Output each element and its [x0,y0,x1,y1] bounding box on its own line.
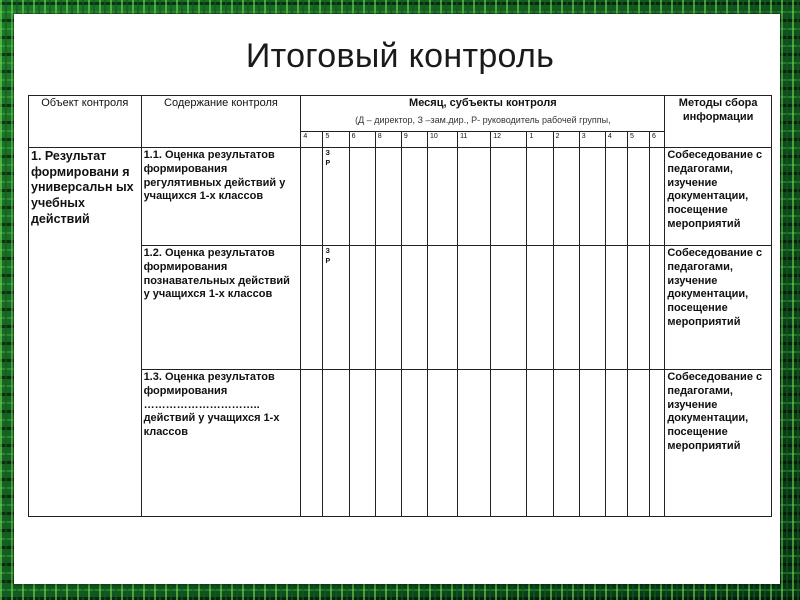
method-cell [665,246,772,370]
method-text: посещение мероприятий [667,426,741,452]
month-cell: 11 [458,132,491,148]
month-cell: 4 [301,132,323,148]
month-slot [491,370,527,517]
month-slot [579,246,605,370]
control-table [28,95,772,517]
month-cell: 6 [650,132,665,148]
month-cell: 4 [605,132,627,148]
month-slot [627,246,649,370]
month-slot [375,246,401,370]
method-text: посещение мероприятий [667,204,741,230]
month-slot [301,148,323,246]
month-slot [627,148,649,246]
month-cell: 9 [401,132,427,148]
content-cell: 1.1. Оценка результатов формирования регулятивных действий у учащихся 1-х классов [141,148,301,246]
header-months-note: (Д – директор, З –зам.дир., Р- руководитель рабочей группы, [355,114,611,125]
month-slot [301,246,323,370]
month-slot [349,148,375,246]
month-cell: 6 [349,132,375,148]
month-cell: 2 [553,132,579,148]
month-slot [579,370,605,517]
method-text: Собеседование с педагогами, изучение документации, [667,149,763,203]
month-slot [605,370,627,517]
month-slot [349,246,375,370]
method-cell [665,148,772,246]
month-slot [527,148,553,246]
content-cell: 1.3. Оценка результатов формирования ………………………….. действий у учащихся 1-х классов [141,370,301,517]
month-slot [401,148,427,246]
month-slot [491,246,527,370]
mark-deputy: З [325,248,330,255]
mark-group-lead: Р [325,159,331,167]
month-slot [605,148,627,246]
header-content: Содержание контроля [141,96,301,148]
month-slot [527,370,553,517]
month-slot [375,148,401,246]
month-slot [491,148,527,246]
month-slot [553,148,579,246]
month-slot [401,370,427,517]
mark-group-lead: Р [325,257,331,265]
object-cell: 1. Результат формировани я универсальн ых учебных действий [29,148,142,517]
month-cell: 5 [627,132,649,148]
month-slot [458,246,491,370]
method-text: посещение мероприятий [667,302,741,328]
month-slot [427,246,457,370]
month-cell: 3 [579,132,605,148]
month-slot [553,370,579,517]
month-slot-marks [323,246,349,370]
method-text: Собеседование с педагогами, изучение документации, [667,247,763,301]
table-row [29,148,772,246]
header-months [301,96,665,132]
month-slot [458,370,491,517]
month-cell: 8 [375,132,401,148]
month-slot [605,246,627,370]
month-slot [553,246,579,370]
month-slot [375,370,401,517]
method-cell [665,370,772,517]
header-object: Объект контроля [29,96,142,148]
month-slot [323,370,349,517]
month-slot [627,370,649,517]
month-cell: 10 [427,132,457,148]
month-slot [427,148,457,246]
month-slot [458,148,491,246]
month-cell: 5 [323,132,349,148]
header-row [29,96,772,132]
month-slot [301,370,323,517]
month-slot [650,246,665,370]
month-cell: 12 [491,132,527,148]
month-slot [650,148,665,246]
month-slot [401,246,427,370]
month-slot [349,370,375,517]
month-cell: 1 [527,132,553,148]
month-slot [650,370,665,517]
content-cell: 1.2. Оценка результатов формирования познавательных действий у учащихся 1-х классов [141,246,301,370]
page-title: Итоговый контроль [245,37,555,75]
mark-deputy: З [325,150,330,157]
month-slot [427,370,457,517]
header-months-title: Месяц, субъекты контроля [409,97,557,109]
method-text: Собеседование с педагогами, изучение документации, [667,371,763,425]
month-slot [579,148,605,246]
month-slot-marks [323,148,349,246]
header-methods: Методы сбора информации [665,96,772,148]
month-slot [527,246,553,370]
